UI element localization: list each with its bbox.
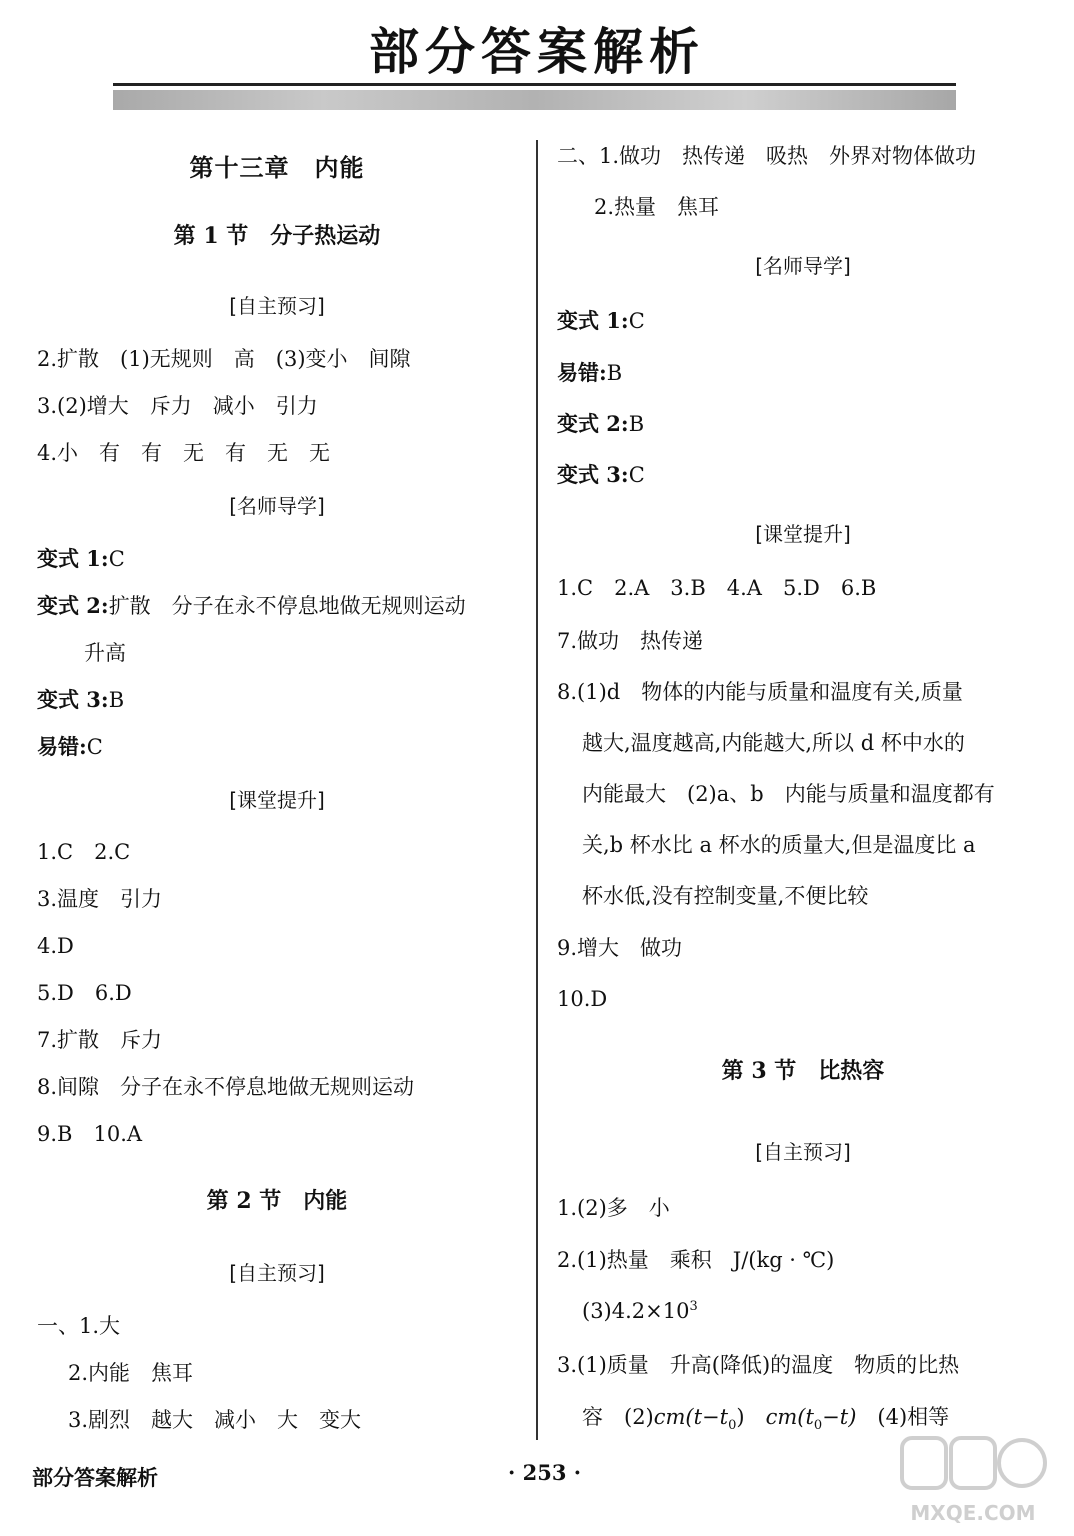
variant-answer: C [108,547,125,571]
answer-line: 8.间隙 分子在永不停息地做无规则运动 [37,1075,415,1099]
answer-line: 8.(1)d 物体的内能与质量和温度有关,质量 [557,680,963,704]
formula-italic: cm(t−t [653,1405,729,1429]
variant-label: 变式 3: [557,462,629,487]
answer-line: 1.C 2.C [37,840,131,864]
variant-label: 变式 1: [557,308,629,333]
answer-line: 2.扩散 (1)无规则 高 (3)变小 间隙 [37,347,411,371]
answer-line: 10.D [557,987,608,1011]
title-rule [113,83,956,86]
answer-line: 1.C 2.A 3.B 4.A 5.D 6.B [557,576,877,600]
answer-line [557,461,645,489]
answer-line: 2.内能 焦耳 [68,1361,194,1385]
answer-line [37,592,466,620]
exponent: 3 [689,1299,698,1314]
answer-line [37,733,103,761]
answer-line [37,686,124,714]
section-3-title: 第 3 节 比热容 [721,1058,885,1084]
answer-line [557,359,622,387]
formula-text: (4)相等 [856,1405,950,1429]
guide-heading: [名师导学] [755,254,851,278]
formula-italic: cm(t [765,1405,814,1429]
subscript: 0 [813,1418,823,1434]
mistake-answer: B [606,361,623,385]
column-divider [536,140,538,1440]
mistake-label: 易错: [37,734,87,759]
answer-line: 4.小 有 有 无 有 无 无 [37,441,331,465]
answer-line: 2.热量 焦耳 [594,195,720,219]
variant-answer: B [108,688,125,712]
variant-label: 变式 3: [37,687,109,712]
chapter-heading: 第十三章 内能 [189,153,365,182]
mistake-label: 易错: [557,360,607,385]
footer-label: 部分答案解析 [32,1466,158,1490]
answer-line: 越大,温度越高,内能越大,所以 d 杯中水的 [582,731,965,755]
page-title: 部分答案解析 [369,23,705,81]
section-2-preview-heading: [自主预习] [229,1261,325,1285]
answer-line [582,1403,950,1434]
section-2-title: 第 2 节 内能 [206,1188,348,1214]
title-band [113,90,956,110]
answer-line: 5.D 6.D [37,981,132,1005]
answer-line: 7.扩散 斥力 [37,1028,163,1052]
section-1-class-heading: [课堂提升] [229,788,325,812]
answer-line: 3.温度 引力 [37,887,163,911]
page-number: · 253 · [508,1460,582,1485]
section-1-guide-heading: [名师导学] [229,494,325,518]
subscript: 0 [728,1418,737,1434]
variant-answer: B [628,412,645,436]
formula-italic: −t) [822,1405,857,1429]
answer-line: 关,b 杯水比 a 杯水的质量大,但是温度比 a [582,833,976,857]
answer-line: 杯水低,没有控制变量,不便比较 [582,884,869,908]
variant-answer: C [628,309,645,333]
variant-label: 变式 2: [37,593,109,618]
answer-line: 4.D [37,934,74,958]
mistake-answer: C [86,735,103,759]
class-heading: [课堂提升] [755,522,851,546]
answer-line: 二、1.做功 热传递 吸热 外界对物体做功 [557,144,977,168]
answer-line [557,307,645,335]
answer-line: 3.(1)质量 升高(降低)的温度 物质的比热 [557,1353,960,1377]
answer-line: 9.B 10.A [37,1122,143,1146]
answer-line [582,1297,698,1325]
watermark-logo-icon [898,1436,1048,1528]
section-1-title: 第 1 节 分子热运动 [173,223,381,249]
watermark-text: MXQE.COM [910,1501,1036,1525]
variant-answer: C [628,463,645,487]
formula-text: 容 (2) [582,1405,654,1429]
answer-line: 3.(2)增大 斥力 减小 引力 [37,394,318,418]
answer-line: 9.增大 做功 [557,936,683,960]
formula-text: ) [736,1405,766,1429]
answer-line: 2.(1)热量 乘积 J/(kg · ℃) [557,1248,835,1272]
answer-line: 3.剧烈 越大 减小 大 变大 [68,1408,362,1432]
answer-line: 1.(2)多 小 [557,1196,670,1220]
section-1-preview-heading: [自主预习] [229,294,325,318]
answer-line [557,410,644,438]
answer-line: 一、1.大 [37,1314,121,1338]
answer-line [37,545,125,573]
answer-line: 升高 [84,641,126,665]
formula-text: (3)4.2×10 [582,1299,690,1323]
variant-label: 变式 1: [37,546,109,571]
variant-label: 变式 2: [557,411,629,436]
answer-line: 内能最大 (2)a、b 内能与质量和温度都有 [582,782,995,806]
answer-line: 7.做功 热传递 [557,629,704,653]
variant-answer: 扩散 分子在永不停息地做无规则运动 [108,594,466,618]
section-3-preview-heading: [自主预习] [755,1140,851,1164]
